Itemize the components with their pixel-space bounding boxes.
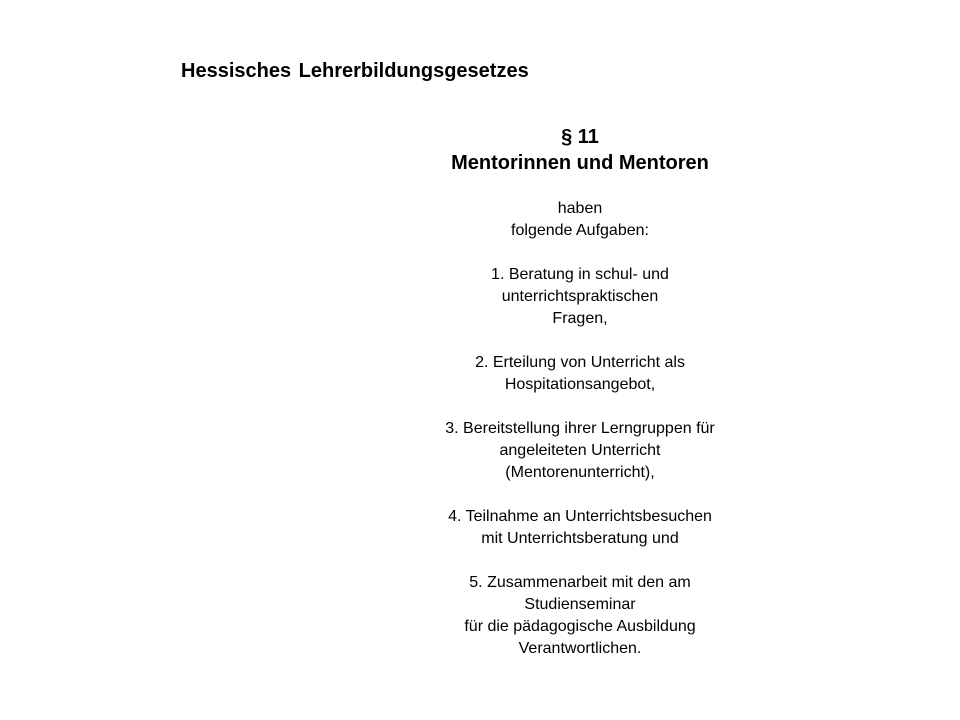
- task-item-line: 2. Erteilung von Unterricht als: [475, 354, 685, 371]
- section-body: [440, 198, 720, 660]
- task-item-4: [440, 506, 720, 550]
- task-item-line: mit Unterrichtsberatung und: [481, 530, 679, 547]
- intro-line: haben: [557, 200, 603, 217]
- task-item-line: Verantwortlichen.: [518, 640, 642, 657]
- section-title: Mentorinnen und Mentoren: [451, 152, 709, 174]
- intro-line: folgende Aufgaben:: [511, 222, 649, 239]
- task-item-line: 4. Teilnahme an Unterrichtsbesuchen: [448, 508, 712, 525]
- task-item-line: Fragen,: [552, 310, 608, 327]
- section-content: [440, 124, 720, 660]
- task-item-line: unterrichtspraktischen: [501, 288, 659, 305]
- task-item-3: [440, 418, 720, 484]
- task-item-1: [440, 264, 720, 330]
- section-heading: [440, 124, 720, 176]
- task-item-line: Studienseminar: [524, 596, 636, 613]
- task-item-2: [440, 352, 720, 396]
- task-item-line: 3. Bereitstellung ihrer Lerngruppen für: [445, 420, 715, 437]
- document-title: Hessisches Lehrerbildungsgesetzes: [181, 60, 529, 82]
- task-item-line: 5. Zusammenarbeit mit den am: [469, 574, 691, 591]
- task-item-line: angeleiteten Unterricht: [499, 442, 661, 459]
- section-number: § 11: [561, 126, 599, 148]
- task-item-line: (Mentorenunterricht),: [505, 464, 655, 481]
- task-item-line: Hospitationsangebot,: [504, 376, 656, 393]
- task-item-line: 1. Beratung in schul- und: [491, 266, 669, 283]
- intro-paragraph: [440, 198, 720, 242]
- task-item-line: für die pädagogische Ausbildung: [464, 618, 696, 635]
- task-item-5: [440, 572, 720, 660]
